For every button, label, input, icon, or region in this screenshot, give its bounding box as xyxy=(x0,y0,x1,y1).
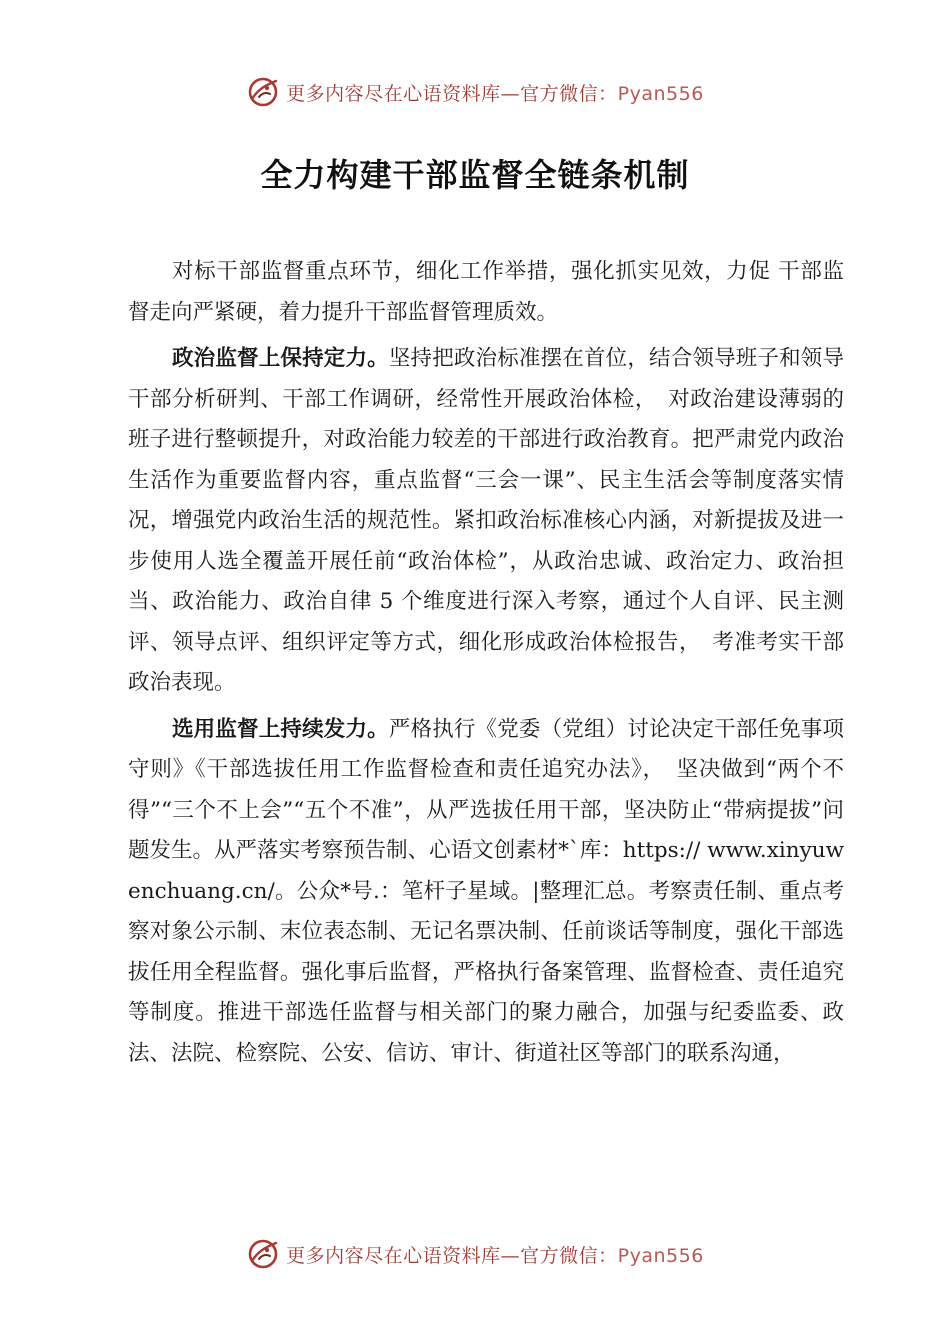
section-selection-supervision xyxy=(128,710,844,1075)
document-body xyxy=(128,252,844,1074)
watermark-text: 更多内容尽在心语资料库—官方微信：Pyan556 xyxy=(286,82,704,105)
wechat-id: Pyan556 xyxy=(617,82,704,105)
section-political-supervision xyxy=(128,339,844,704)
section-lead: 政治监督上保持定力。 xyxy=(172,346,389,371)
section-text: 坚持把政治标准摆在首位，结合领导班子和领导干部分析研判、干部工作调研，经常性开展政治体检， 对政治建设薄弱的班子进行整顿提升，对政治能力较差的干部进行政治教育。把严肃党内政治生活作为重要监督内容，重点监督“三会一课”、民主生活会等制度落实情况，增强党内政治生活的规范性。紧扣政治标准核心内涵，对新提拔及进一步使用人选全覆盖开展任前“政治体检”，从政治忠诚、政治定力、政治担当、政治能力、政治自律 5 个维度进行深入考察，通过个人自评、民主测评、领导点评、组织评定等方式，细化形成政治体检报告， 考准考实干部政治表现。 xyxy=(128,346,844,695)
intro-paragraph: 对标干部监督重点环节，细化工作举措，强化抓实见效，力促 干部监督走向严紧硬，着力提升干部监督管理质效。 xyxy=(128,259,844,325)
watermark-banner-top xyxy=(0,70,950,114)
watermark-banner-bottom xyxy=(0,1232,950,1276)
document-title: 全力构建干部监督全链条机制 xyxy=(260,156,690,194)
watermark-text: 更多内容尽在心语资料库—官方微信：Pyan556 xyxy=(286,1244,704,1267)
section-lead: 选用监督上持续发力。 xyxy=(172,716,389,742)
section-text: 严格执行《党委（党组）讨论决定干部任免事项守则》《干部选拔任用工作监督检查和责任追究办法》， 坚决做到“两个不得”“三个不上会”“五个不准”，从严选拔任用干部，坚决防止“带病提拔”问题发生。从严落实考察预告制、心语文创素材*`库：https:// www.xinyuwenchuang.cn/。公众*号.：笔杆子星域。|整理汇总。考察责任制、重点考察对象公示制、末位表态制、无记名票决制、任前谈话等制度，强化干部选拔任用全程监督。强化事后监督，严格执行备案管理、监督检查、责任追究等制度。推进干部选任监督与相关部门的聚力融合，加强与纪委监委、政法、法院、检察院、公安、信访、审计、街道社区等部门的联系沟通， xyxy=(128,716,844,1066)
brand-logo-icon xyxy=(246,1237,280,1271)
wechat-id: Pyan556 xyxy=(617,1244,704,1267)
brand-logo-icon xyxy=(246,75,280,109)
